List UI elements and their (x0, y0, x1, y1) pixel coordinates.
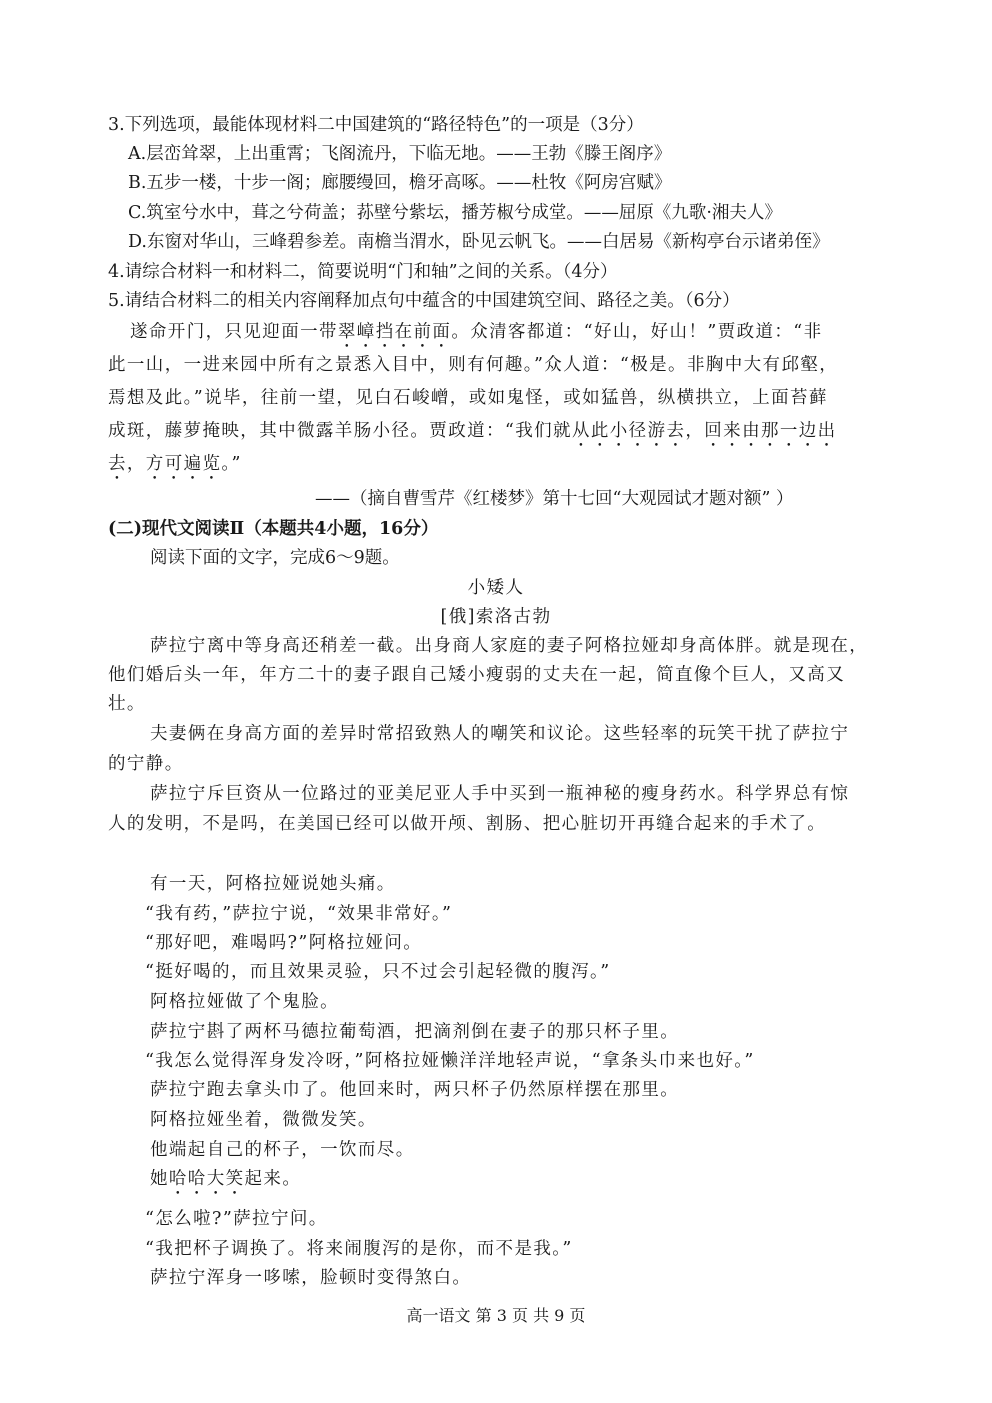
question-3-stem: 3.下列选项，最能体现材料二中国建筑的“路径特色”的一项是（3分） (108, 115, 644, 135)
dialogue-line: “我把杯子调换了。将来闹腹泻的是你，而不是我。” (145, 1239, 573, 1259)
dialogue-line: “挺好喝的，而且效果灵验，只不过会引起轻微的腹泻。” (145, 962, 611, 982)
story-paragraph-3-line-1: 萨拉宁斥巨资从一位路过的亚美尼亚人手中买到一瓶神秘的瘦身药水。科学界总有惊 (150, 784, 850, 804)
question-3-option-d: D.东窗对华山，三峰碧参差。南檐当渭水，卧见云帆飞。——白居易《新构亭台示诸弟侄》 (128, 232, 830, 252)
dialogue-line: “怎么啦?”萨拉宁问。 (145, 1209, 328, 1229)
excerpt-line-3: 焉想及此。”说毕，往前一望，见白石峻嶒，或如鬼怪，或如猛兽，纵横拱立，上面苔藓 (108, 388, 828, 408)
section-instruction: 阅读下面的文字，完成6～9题。 (150, 548, 400, 568)
dotted-sentence: 翠嶂挡在前面 (337, 322, 452, 342)
dialogue-line: “我怎么觉得浑身发冷呀，”阿格拉娅懒洋洋地轻声说，“拿条头巾来也好。” (145, 1051, 755, 1071)
story-paragraph-2-line-2: 的宁静。 (108, 754, 184, 774)
dialogue-text: 她 (150, 1169, 169, 1189)
excerpt-text: 遂命开门，只见迎面一带 (130, 322, 338, 342)
question-3-option-c: C.筑室兮水中，葺之兮荷盖；荪壁兮紫坛，播芳椒兮成堂。——屈原《九歌·湘夫人》 (128, 203, 782, 223)
page-footer: 高一语文 第 3 页 共 9 页 (406, 1306, 586, 1325)
story-paragraph-1-line-3: 壮。 (108, 694, 146, 714)
story-paragraph-2-line-1: 夫妻俩在身高方面的差异时常招致熟人的嘲笑和议论。这些轻率的玩笑干扰了萨拉宁 (150, 724, 850, 744)
story-paragraph-1-line-2: 他们婚后头一年，年方二十的妻子跟自己矮小瘦弱的丈夫在一起，简直像个巨人，又高又 (108, 665, 846, 685)
dialogue-line: “那好吧，难喝吗?”阿格拉娅问。 (145, 933, 423, 953)
dotted-sentence: 回来由那一边出 (704, 421, 837, 441)
story-title: 小矮人 (467, 578, 525, 598)
excerpt-source: ——（摘自曹雪芹《红楼梦》第十七回“大观园试才题对额” ） (315, 489, 794, 509)
dialogue-line: “我有药，”萨拉宁说，“效果非常好。” (145, 904, 453, 924)
dialogue-line: 萨拉宁浑身一哆嗦，脸顿时变得煞白。 (150, 1268, 472, 1288)
excerpt-text: 。” (221, 454, 242, 474)
dialogue-text: 起来。 (244, 1169, 302, 1189)
dialogue-line: 萨拉宁斟了两杯马德拉葡萄酒，把滴剂倒在妻子的那只杯子里。 (150, 1022, 680, 1042)
dialogue-line: 他端起自己的杯子，一饮而尽。 (150, 1140, 415, 1160)
question-5: 5.请结合材料二的相关内容阐释加点句中蕴含的中国建筑空间、路径之美。（6分） (108, 291, 740, 311)
question-3-option-a: A.层峦耸翠，上出重霄；飞阁流丹，下临无地。——王勃《滕王阁序》 (128, 144, 672, 164)
dotted-sentence: 从此小径游去 (571, 421, 686, 441)
excerpt-text: ， (685, 421, 705, 441)
question-3-option-b: B.五步一楼，十步一阁；廊腰缦回，檐牙高啄。——杜牧《阿房宫赋》 (128, 173, 672, 193)
excerpt-line-1 (130, 320, 823, 352)
excerpt-line-5 (108, 452, 242, 484)
excerpt-line-4 (108, 419, 837, 451)
dotted-phrase: 哈哈大笑 (168, 1169, 245, 1189)
story-paragraph-3-line-2: 人的发明，不是吗，在美国已经可以做开颅、割肠、把心脏切开再缝合起来的手术了。 (108, 814, 827, 834)
dialogue-line: 有一天，阿格拉娅说她头痛。 (150, 874, 396, 894)
excerpt-text: 成斑，藤萝掩映，其中微露羊肠小径。贾政道：“我们就 (108, 421, 572, 441)
dialogue-line: 萨拉宁跑去拿头巾了。他回来时，两只杯子仍然原样摆在那里。 (150, 1080, 680, 1100)
story-paragraph-1-line-1: 萨拉宁离中等身高还稍差一截。出身商人家庭的妻子阿格拉娅却身高体胖。就是现在， (150, 636, 869, 656)
excerpt-line-2: 此一山，一进来园中所有之景悉入目中，则有何趣。”众人道：“极是。非胸中大有邱壑， (108, 355, 839, 375)
dialogue-line (150, 1167, 301, 1199)
section-heading: (二)现代文阅读Ⅱ（本题共4小题，16分） (108, 519, 439, 539)
dialogue-line: 阿格拉娅做了个鬼脸。 (150, 992, 339, 1012)
story-author: [俄]索洛古勃 (440, 607, 552, 627)
dialogue-line: 阿格拉娅坐着，微微发笑。 (150, 1110, 377, 1130)
question-4: 4.请综合材料一和材料二，简要说明“门和轴”之间的关系。（4分） (108, 262, 618, 282)
dotted-sentence: 去，方可遍览 (108, 454, 222, 474)
excerpt-text: 。众清客都道：“好山，好山！”贾政道：“非 (451, 322, 823, 342)
